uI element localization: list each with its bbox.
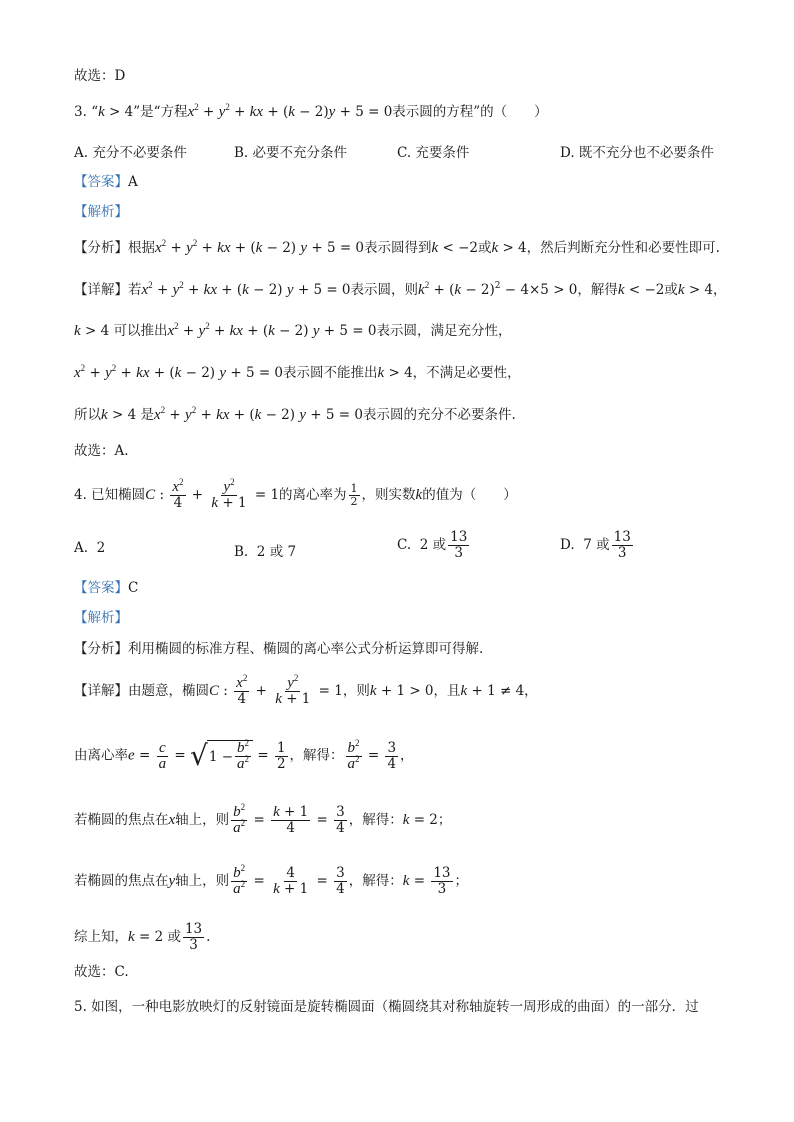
q4-detail-2: 由离心率e = $\frac{c}{a}$ = √ 1 − $\frac{b^2}{a^2}$ = $\frac{1}{2}$ ，解得： $\frac{b^2}{a^2}$ = $\frac{3}{4}$ ，: [74, 737, 414, 772]
q3-conclusion: 故选：A.: [74, 443, 129, 459]
q3-option-c: C. 充要条件: [397, 145, 470, 161]
q3-stem: 3. “k > 4”是“方程$x^2 + y^2$ + kx + (k − 2)y + 5 = 0表示圆的方程”的（ ）: [74, 102, 548, 120]
q3-detail-4: 所以k > 4 是$x^2 + y^2$ + kx + (k − 2) y + 5 = 0表示圆的充分不必要条件.: [74, 405, 516, 423]
q4-fenxi: 【分析】利用椭圆的标准方程、椭圆的离心率公式分析运算即可得解.: [74, 641, 484, 657]
q4-detail-5: 综上知，k = 2 或 $\frac{13}{3}$ .: [74, 921, 211, 953]
q3-fenxi: 【分析】根据$x^2 + y^2$ + kx + (k − 2) y + 5 = 0表示圆得到k < −2或k > 4，然后判断充分性和必要性即可.: [74, 238, 720, 256]
q4-option-a: A. 2: [74, 540, 106, 556]
q3-number: 3.: [74, 104, 87, 120]
q4-detail-4: 若椭圆的焦点在y轴上，则 $\frac{b^2}{a^2}$ = $\frac{4}{k + 1}$ = $\frac{3}{4}$ ，解得：k = $\frac{13}{3}$ ；: [74, 863, 468, 897]
q4-detail-3: 若椭圆的焦点在x轴上，则 $\frac{b^2}{a^2}$ = $\frac{k + 1}{4}$ = $\frac{3}{4}$ ，解得：k = 2；: [74, 802, 452, 836]
q3-detail-2: k > 4 可以推出$x^2 + y^2$ + kx + (k − 2) y + 5 = 0表示圆，满足充分性，: [74, 321, 512, 339]
q3-analysis-heading: 【解析】: [74, 204, 128, 220]
q4-option-b: B. 2 或 7: [234, 544, 297, 560]
q3-answer: 【答案】A: [74, 174, 138, 190]
q4-stem: 4. 已知椭圆C : $\frac{x^2}{4}$ + $\frac{y^2}{k + 1}$ = 1的离心率为 $\frac{1}{2}$ ，则实数k的值为（ ）: [74, 477, 517, 511]
q3-option-d: D. 既不充分也不必要条件: [560, 145, 714, 161]
q4-option-c: C. 2 或 $\frac{13}{3}$: [397, 529, 468, 561]
q4-analysis-heading: 【解析】: [74, 610, 128, 626]
q3-detail-1: 【详解】若$x^2 + y^2$ + kx + (k − 2) y + 5 = 0表示圆，则$k^2 + (k - 2)^2 - 4\times 5 > 0$，解得k < −2或k > 4，: [74, 280, 727, 298]
q4-detail-1: 【详解】由题意，椭圆C : $\frac{x^2}{4}$ + $\frac{y^2}{k + 1}$ = 1，则k + 1 > 0，且k + 1 ≠ 4，: [74, 673, 538, 707]
q5-stem: 5. 如图，一种电影放映灯的反射镜面是旋转椭圆面（椭圆绕其对称轴旋转一周形成的曲面）的一部分．过: [74, 999, 699, 1015]
q4-conclusion: 故选：C.: [74, 964, 129, 980]
q4-answer: 【答案】C: [74, 580, 139, 596]
q3-option-b: B. 必要不充分条件: [234, 145, 348, 161]
q3-option-a: A. 充分不必要条件: [74, 145, 187, 161]
q2-conclusion: 故选：D: [74, 68, 126, 84]
q3-detail-3: $x^2 + y^2$ + kx + (k − 2) y + 5 = 0表示圆不能推出k > 4，不满足必要性，: [74, 363, 521, 381]
q4-option-d: D. 7 或 $\frac{13}{3}$: [560, 529, 631, 561]
